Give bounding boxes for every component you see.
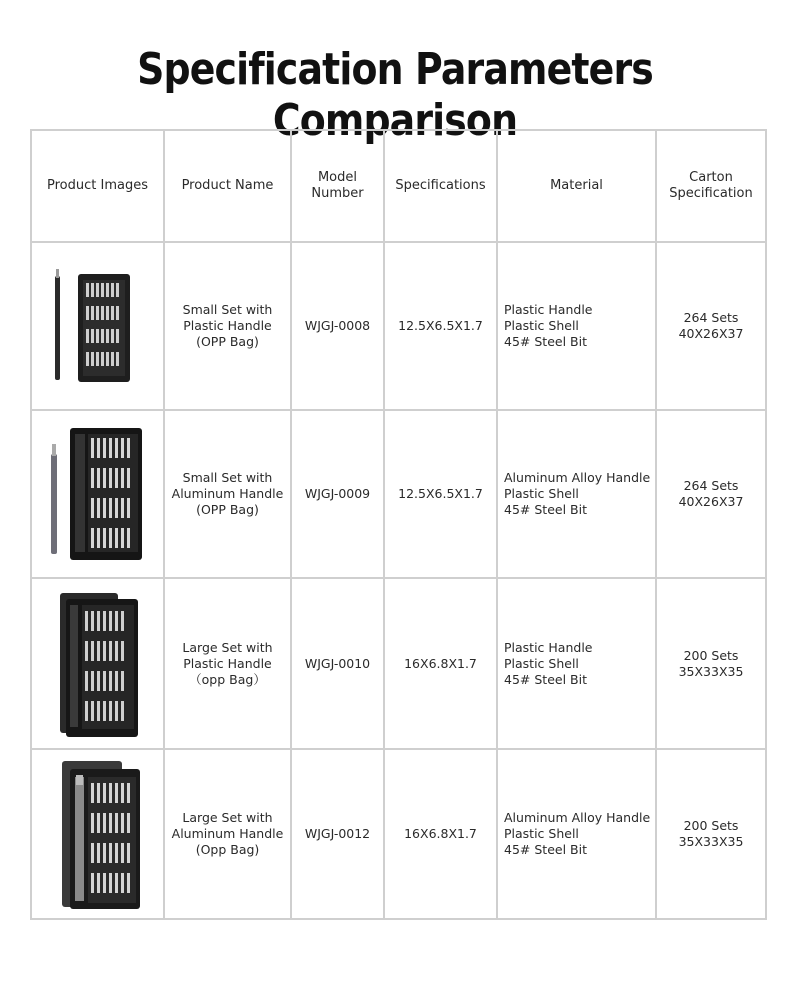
carton-line: 35X33X35: [678, 663, 744, 679]
header-model-line2: Number: [311, 186, 364, 201]
material-line: Plastic Handle: [504, 639, 593, 655]
carton-line: 40X26X37: [678, 326, 744, 341]
material-cell: [497, 749, 656, 919]
model-number-cell: WJGJ-0009: [291, 410, 384, 578]
table-row: [31, 242, 766, 410]
product-name-cell: [164, 578, 291, 749]
product-image-cell: [31, 749, 164, 919]
product-name-line: (OPP Bag): [196, 502, 259, 517]
specifications-cell: 12.5X6.5X1.7: [384, 410, 497, 578]
material-line: 45# Steel Bit: [504, 842, 587, 857]
material-line: Aluminum Alloy Handle: [504, 470, 651, 485]
header-material: Material: [497, 130, 656, 242]
header-carton-line2: Specification: [669, 186, 753, 201]
carton-cell: [656, 749, 766, 919]
product-name-line: Large Set with: [182, 639, 273, 655]
material-line: 45# Steel Bit: [504, 334, 587, 349]
model-number-cell: WJGJ-0010: [291, 578, 384, 749]
product-name-line: （opp Bag）: [189, 671, 266, 687]
material-line: Plastic Shell: [504, 318, 579, 333]
material-line: 45# Steel Bit: [504, 502, 587, 517]
product-name-line: Small Set with: [182, 470, 273, 485]
specifications-cell: 16X6.8X1.7: [384, 749, 497, 919]
spec-table: [30, 129, 767, 920]
product-name-cell: [164, 749, 291, 919]
product-name-line: Aluminum Handle: [171, 826, 284, 841]
page-title: Specification Parameters Comparison: [137, 44, 653, 146]
material-line: Aluminum Alloy Handle: [504, 810, 651, 825]
product-name-cell: [164, 242, 291, 410]
material-line: Plastic Shell: [504, 826, 579, 841]
product-name-line: Plastic Handle: [183, 318, 272, 333]
specifications-cell: 16X6.8X1.7: [384, 578, 497, 749]
carton-line: 35X33X35: [678, 834, 744, 849]
screwdriver-set-plastic-large-icon: [48, 589, 148, 739]
product-name-line: (OPP Bag): [196, 334, 259, 349]
carton-cell: [656, 410, 766, 578]
model-number-cell: WJGJ-0012: [291, 749, 384, 919]
header-carton-specification: [656, 130, 766, 242]
carton-line: 200 Sets: [683, 647, 739, 663]
material-line: Plastic Handle: [504, 302, 593, 317]
screwdriver-set-aluminum-large-icon: [48, 757, 148, 912]
model-number-cell: WJGJ-0008: [291, 242, 384, 410]
header-specifications: Specifications: [384, 130, 497, 242]
table-header-row: [31, 130, 766, 242]
product-image-cell: [31, 242, 164, 410]
material-cell: [497, 242, 656, 410]
header-model-number: [291, 130, 384, 242]
specifications-cell: 12.5X6.5X1.7: [384, 242, 497, 410]
material-line: Plastic Shell: [504, 655, 579, 671]
carton-line: 264 Sets: [683, 310, 739, 325]
header-product-name: Product Name: [164, 130, 291, 242]
material-line: Plastic Shell: [504, 486, 579, 501]
header-product-images: Product Images: [31, 130, 164, 242]
product-name-line: Small Set with: [182, 302, 273, 317]
product-name-cell: [164, 410, 291, 578]
header-model-line1: Model: [317, 170, 358, 185]
carton-cell: [656, 578, 766, 749]
material-line: 45# Steel Bit: [504, 671, 587, 687]
carton-cell: [656, 242, 766, 410]
table-row: [31, 410, 766, 578]
product-name-line: Large Set with: [182, 810, 273, 825]
table-row: [31, 749, 766, 919]
carton-line: 264 Sets: [683, 478, 739, 493]
material-cell: [497, 410, 656, 578]
product-name-line: Plastic Handle: [183, 655, 272, 671]
carton-line: 200 Sets: [683, 818, 739, 833]
header-carton-line1: Carton: [689, 170, 733, 185]
product-name-line: (Opp Bag): [195, 842, 260, 857]
product-name-line: Aluminum Handle: [171, 486, 284, 501]
product-image-cell: [31, 578, 164, 749]
screwdriver-set-plastic-small-icon: [48, 266, 148, 386]
screwdriver-set-aluminum-small-icon: [48, 424, 148, 564]
carton-line: 40X26X37: [678, 494, 744, 509]
table-row: [31, 578, 766, 749]
material-cell: [497, 578, 656, 749]
product-image-cell: [31, 410, 164, 578]
